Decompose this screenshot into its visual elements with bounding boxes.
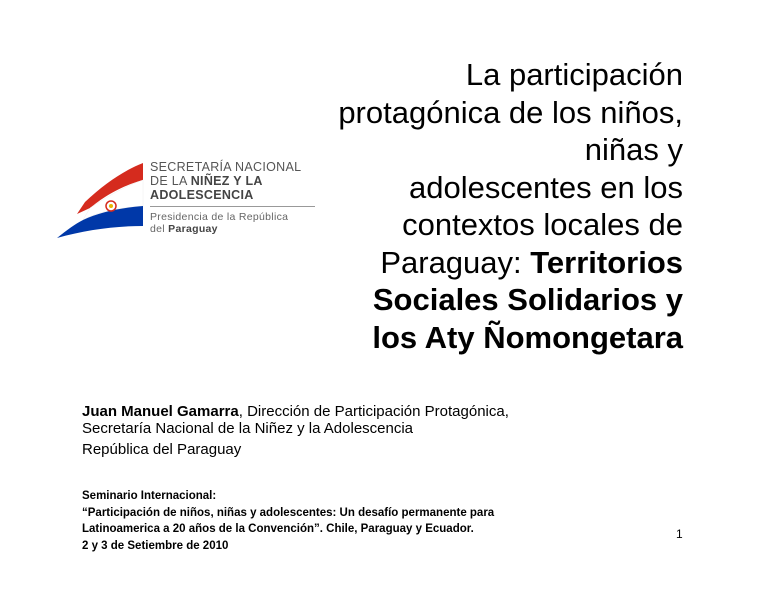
seminar-label: Seminario Internacional: [82, 490, 217, 502]
paraguay-flag-icon [55, 158, 150, 242]
seminar-line: “Participación de niños, niñas y adolescentes: Un desafío permanente para [82, 506, 495, 519]
title-line: protagónica de los niños, [338, 94, 683, 130]
title-line: niñas y [584, 132, 683, 167]
logo-text-part: DE LA [150, 174, 191, 188]
title-line: adolescentes en los [408, 169, 683, 205]
logo-divider [150, 206, 315, 207]
title-bold: Territorios [530, 244, 683, 280]
slide-title [263, 56, 683, 356]
author-country: República del Paraguay [82, 441, 242, 458]
logo-text-part: Paraguay [168, 223, 218, 235]
logo-sub-line: Presidencia de la República [150, 211, 289, 223]
seminar-line: Latinoamerica a 20 años de la Convención”. Chile, Paraguay y Ecuador. [82, 523, 474, 535]
title-line: La participación [465, 57, 683, 92]
logo-line: ADOLESCENCIA [150, 188, 254, 202]
author-role: , Dirección de Participación Protagónica, [238, 403, 509, 420]
title-line: Paraguay: [380, 244, 531, 280]
logo-line [150, 174, 315, 188]
snna-logo [55, 158, 325, 242]
author-org: Secretaría Nacional de la Niñez y la Adolescencia [82, 420, 414, 437]
logo-line: SECRETARÍA NACIONAL [150, 160, 302, 174]
logo-text-part: NIÑEZ Y LA [190, 174, 263, 188]
seminar-date: 2 y 3 de Setiembre de 2010 [82, 539, 229, 552]
title-bold: los Aty Ñomongetara [372, 319, 683, 355]
title-bold: Sociales Solidarios y [372, 282, 683, 317]
seminar-block [82, 488, 494, 554]
page-number: 1 [676, 527, 683, 541]
author-block [82, 403, 509, 458]
author-name: Juan Manuel Gamarra [82, 403, 239, 420]
logo-subtitle [150, 211, 315, 235]
logo-text [150, 160, 315, 235]
logo-text-part: del [150, 223, 169, 235]
title-line: contextos locales de [402, 207, 683, 242]
